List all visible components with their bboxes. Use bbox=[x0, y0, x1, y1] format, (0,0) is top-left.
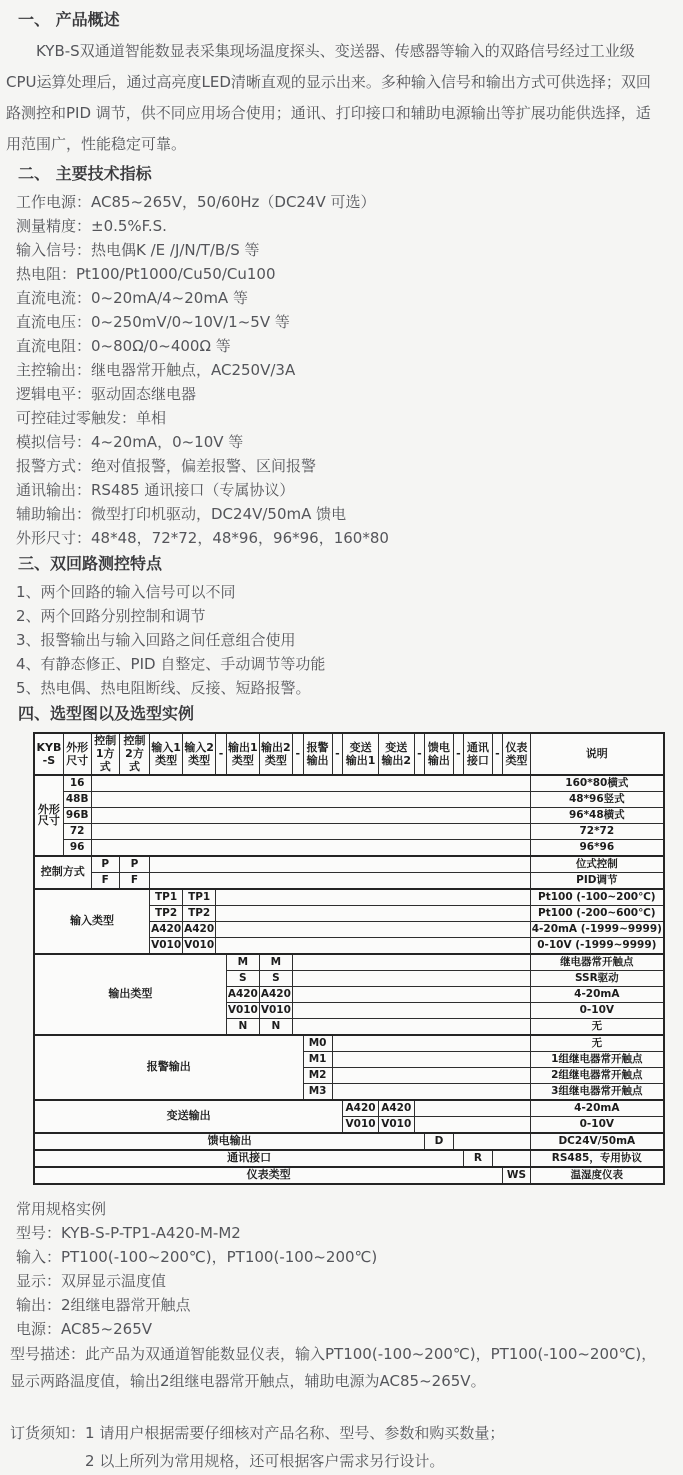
spec-line-dc-resistance: 直流电阻：0~80Ω/0~400Ω 等 bbox=[16, 337, 231, 355]
empty-cell bbox=[216, 889, 530, 906]
example-title: 常用规格实例 bbox=[16, 1199, 107, 1218]
feature-item-3: 3、报警输出与输入回路之间任意组合使用 bbox=[16, 631, 296, 649]
option-code-cell: M1 bbox=[303, 1051, 332, 1067]
spec-line-main-output: 主控输出：继电器常开触点，AC250V/3A bbox=[16, 361, 296, 379]
option-code-cell: F bbox=[119, 872, 149, 889]
empty-cell bbox=[91, 839, 530, 856]
option-code-cell: TP1 bbox=[183, 889, 216, 906]
option-code-cell: N bbox=[226, 1018, 259, 1035]
order-note-1: 1 请用户根据需要仔细核对产品名称、型号、参数和购买数量； bbox=[85, 1423, 505, 1442]
table-row bbox=[34, 1100, 664, 1117]
description-cell: RS485，专用协议 bbox=[530, 1150, 664, 1167]
column-header: KYB-S bbox=[34, 733, 63, 775]
empty-cell bbox=[332, 1051, 530, 1067]
column-header: - bbox=[453, 733, 464, 775]
empty-cell bbox=[216, 937, 530, 954]
description-cell: 无 bbox=[530, 1018, 664, 1035]
option-code-cell: V010 bbox=[259, 1002, 292, 1018]
option-code-cell: P bbox=[91, 856, 119, 873]
feature-item-2: 2、两个回路分别控制和调节 bbox=[16, 607, 206, 625]
option-code-cell: M2 bbox=[303, 1067, 332, 1083]
example-output: 输出：2组继电器常开触点 bbox=[16, 1295, 191, 1314]
option-code-cell: V010 bbox=[150, 937, 183, 954]
spec-line-dc-voltage: 直流电压：0~250mV/0~10V/1~5V 等 bbox=[16, 313, 290, 331]
column-header: 控制2方式 bbox=[119, 733, 149, 775]
spec-line-dimensions: 外形尺寸：48*48，72*72，48*96，96*96，160*80 bbox=[16, 529, 389, 547]
option-code-cell: 16 bbox=[63, 775, 91, 792]
column-header: - bbox=[332, 733, 343, 775]
option-code-cell: A420 bbox=[226, 986, 259, 1002]
section-title-tech-specs: 二、 主要技术指标 bbox=[18, 164, 152, 183]
empty-cell bbox=[91, 823, 530, 839]
group-label-alarm-output: 报警输出 bbox=[34, 1035, 303, 1100]
description-cell: 位式控制 bbox=[530, 856, 664, 873]
table-row bbox=[34, 872, 664, 889]
spec-line-input-signal: 输入信号：热电偶K /E /J/N/T/B/S 等 bbox=[16, 241, 260, 259]
option-code-cell: S bbox=[259, 970, 292, 986]
description-cell: 4-20mA (-1999~9999) bbox=[530, 921, 664, 937]
option-code-cell: N bbox=[259, 1018, 292, 1035]
option-code-cell: V010 bbox=[378, 1116, 414, 1133]
selection-table-body bbox=[34, 775, 664, 1184]
empty-cell bbox=[414, 1100, 530, 1117]
description-cell: PID调节 bbox=[530, 872, 664, 889]
option-code-cell: V010 bbox=[343, 1116, 379, 1133]
option-code-cell: A420 bbox=[150, 921, 183, 937]
option-code-cell: M bbox=[259, 954, 292, 971]
column-header: - bbox=[414, 733, 425, 775]
example-input: 输入：PT100(-100~200℃)，PT100(-100~200℃) bbox=[16, 1247, 378, 1266]
group-label-output-type: 输出类型 bbox=[34, 954, 226, 1035]
description-cell: 无 bbox=[530, 1035, 664, 1052]
spec-line-analog-signal: 模拟信号：4~20mA，0~10V 等 bbox=[16, 433, 244, 451]
table-row bbox=[34, 823, 664, 839]
selection-table-head bbox=[34, 733, 664, 775]
option-code-cell: P bbox=[119, 856, 149, 873]
order-note-2: 2 以上所列为常用规格，还可根据客户需求另行设计。 bbox=[85, 1451, 445, 1470]
description-cell: 0-10V (-1999~9999) bbox=[530, 937, 664, 954]
option-code-cell: 96B bbox=[63, 807, 91, 823]
group-label-input-type: 输入类型 bbox=[34, 889, 150, 954]
selection-table bbox=[33, 732, 665, 1185]
option-code-cell: A420 bbox=[259, 986, 292, 1002]
group-label-control-mode: 控制方式 bbox=[34, 856, 91, 889]
empty-cell bbox=[150, 872, 531, 889]
column-header: 通讯接口 bbox=[464, 733, 492, 775]
example-model-description: 型号描述：此产品为双通道智能数显仪表，输入PT100(-100~200℃)，PT100(-100~200℃)，显示两路温度值，输出2组继电器常开触点，辅助电源为AC85~265V。 bbox=[10, 1344, 657, 1390]
option-code-cell: A420 bbox=[343, 1100, 379, 1117]
empty-cell bbox=[292, 1018, 530, 1035]
spec-line-dc-current: 直流电流：0~20mA/4~20mA 等 bbox=[16, 289, 248, 307]
group-label-transmit-output: 变送输出 bbox=[34, 1100, 343, 1133]
option-code-cell: M3 bbox=[303, 1083, 332, 1100]
description-cell: 4-20mA bbox=[530, 986, 664, 1002]
overview-paragraph: KYB-S双通道智能数显表采集现场温度探头、变送器、传感器等输入的双路信号经过工业级CPU运算处理后，通过高亮度LED清晰直观的显示出来。多种输入信号和输出方式可供选择；双回路测控和PID 调节，供不同应用场合使用；通讯、打印接口和辅助电源输出等扩展功能供选择，适用范围广，性能稳定可靠。 bbox=[6, 42, 651, 153]
column-header: 控制1方式 bbox=[91, 733, 119, 775]
empty-cell bbox=[91, 775, 530, 792]
empty-cell bbox=[332, 1083, 530, 1100]
column-header: 外形尺寸 bbox=[63, 733, 91, 775]
example-power: 电源：AC85~265V bbox=[16, 1319, 153, 1338]
empty-cell bbox=[91, 791, 530, 807]
description-cell: 72*72 bbox=[530, 823, 664, 839]
order-notes-label: 订货须知： bbox=[10, 1423, 86, 1442]
column-header: 输入1类型 bbox=[150, 733, 183, 775]
option-code-cell: TP2 bbox=[183, 905, 216, 921]
option-code-cell: 48B bbox=[63, 791, 91, 807]
column-header: 输出1类型 bbox=[226, 733, 259, 775]
table-row bbox=[34, 1133, 664, 1150]
description-cell: Pt100 (-200~600℃) bbox=[530, 905, 664, 921]
option-code-cell: A420 bbox=[183, 921, 216, 937]
description-cell: 温湿度仪表 bbox=[530, 1167, 664, 1184]
example-display: 显示：双屏显示温度值 bbox=[16, 1271, 167, 1290]
spec-line-accuracy: 测量精度：±0.5%F.S. bbox=[16, 217, 167, 235]
feature-item-5: 5、热电偶、热电阻断线、反接、短路报警。 bbox=[16, 679, 311, 697]
empty-cell bbox=[332, 1035, 530, 1052]
option-code-cell: R bbox=[464, 1150, 492, 1167]
option-code-cell: 96 bbox=[63, 839, 91, 856]
description-cell: 2组继电器常开触点 bbox=[530, 1067, 664, 1083]
description-cell: 0-10V bbox=[530, 1002, 664, 1018]
spec-line-scr-trigger: 可控硅过零触发：单相 bbox=[16, 409, 167, 427]
table-row bbox=[34, 1035, 664, 1052]
spec-line-rtd: 热电阻：Pt100/Pt1000/Cu50/Cu100 bbox=[16, 265, 276, 283]
section-title-dual-loop-features: 三、双回路测控特点 bbox=[18, 554, 163, 573]
column-header: 仪表类型 bbox=[503, 733, 530, 775]
column-header: 馈电输出 bbox=[425, 733, 453, 775]
group-label-meter-type: 仪表类型 bbox=[34, 1167, 503, 1184]
column-header: 变送输出2 bbox=[378, 733, 414, 775]
table-row bbox=[34, 954, 664, 971]
column-header: - bbox=[292, 733, 303, 775]
column-header: - bbox=[492, 733, 503, 775]
option-code-cell: V010 bbox=[183, 937, 216, 954]
column-header: - bbox=[216, 733, 227, 775]
option-code-cell: 72 bbox=[63, 823, 91, 839]
spec-line-comm-output: 通讯输出：RS485 通讯接口（专属协议） bbox=[16, 481, 295, 499]
description-cell: Pt100 (-100~200℃) bbox=[530, 889, 664, 906]
example-model: 型号：KYB-S-P-TP1-A420-M-M2 bbox=[16, 1223, 241, 1242]
empty-cell bbox=[414, 1116, 530, 1133]
table-row bbox=[34, 839, 664, 856]
column-header: 报警输出 bbox=[303, 733, 332, 775]
empty-cell bbox=[91, 807, 530, 823]
option-code-cell: M bbox=[226, 954, 259, 971]
option-code-cell: TP2 bbox=[150, 905, 183, 921]
description-cell: 96*96 bbox=[530, 839, 664, 856]
option-code-cell: S bbox=[226, 970, 259, 986]
spec-line-alarm-mode: 报警方式：绝对值报警，偏差报警、区间报警 bbox=[16, 457, 317, 475]
column-header: 输入2类型 bbox=[183, 733, 216, 775]
order-notes bbox=[10, 1419, 665, 1475]
description-cell: 160*80横式 bbox=[530, 775, 664, 792]
table-row bbox=[34, 775, 664, 792]
description-cell: DC24V/50mA bbox=[530, 1133, 664, 1150]
description-cell: SSR驱动 bbox=[530, 970, 664, 986]
description-cell: 继电器常开触点 bbox=[530, 954, 664, 971]
table-row bbox=[34, 1167, 664, 1184]
group-label-power-feed-output: 馈电输出 bbox=[34, 1133, 425, 1150]
option-code-cell: F bbox=[91, 872, 119, 889]
column-header: 变送输出1 bbox=[343, 733, 379, 775]
group-label-dimensions: 外形尺寸 bbox=[34, 775, 63, 856]
description-cell: 1组继电器常开触点 bbox=[530, 1051, 664, 1067]
option-code-cell: V010 bbox=[226, 1002, 259, 1018]
column-header: 说明 bbox=[530, 733, 664, 775]
option-code-cell: A420 bbox=[378, 1100, 414, 1117]
feature-item-4: 4、有静态修正、PID 自整定、手动调节等功能 bbox=[16, 655, 326, 673]
order-notes-items bbox=[85, 1419, 504, 1475]
description-cell: 4-20mA bbox=[530, 1100, 664, 1117]
description-cell: 48*96竖式 bbox=[530, 791, 664, 807]
empty-cell bbox=[216, 921, 530, 937]
empty-cell bbox=[292, 954, 530, 971]
section-title-selection: 四、选型图以及选型实例 bbox=[18, 704, 195, 723]
table-row bbox=[34, 791, 664, 807]
empty-cell bbox=[292, 970, 530, 986]
table-row bbox=[34, 1150, 664, 1167]
description-cell: 3组继电器常开触点 bbox=[530, 1083, 664, 1100]
column-header: 输出2类型 bbox=[259, 733, 292, 775]
empty-cell bbox=[453, 1133, 530, 1150]
option-code-cell: TP1 bbox=[150, 889, 183, 906]
feature-item-1: 1、两个回路的输入信号可以不同 bbox=[16, 583, 236, 601]
table-row bbox=[34, 856, 664, 873]
empty-cell bbox=[292, 1002, 530, 1018]
empty-cell bbox=[216, 905, 530, 921]
empty-cell bbox=[292, 986, 530, 1002]
section-title-overview: 一、 产品概述 bbox=[18, 10, 120, 29]
empty-cell bbox=[492, 1150, 530, 1167]
group-label-comm-interface: 通讯接口 bbox=[34, 1150, 464, 1167]
empty-cell bbox=[332, 1067, 530, 1083]
description-cell: 0-10V bbox=[530, 1116, 664, 1133]
option-code-cell: M0 bbox=[303, 1035, 332, 1052]
spec-line-aux-output: 辅助输出：微型打印机驱动，DC24V/50mA 馈电 bbox=[16, 505, 347, 523]
option-code-cell: WS bbox=[503, 1167, 530, 1184]
selection-table-header-row bbox=[34, 733, 664, 775]
table-row bbox=[34, 889, 664, 906]
spec-line-logic-level: 逻辑电平：驱动固态继电器 bbox=[16, 385, 197, 403]
description-cell: 96*48横式 bbox=[530, 807, 664, 823]
empty-cell bbox=[150, 856, 531, 873]
table-row bbox=[34, 807, 664, 823]
spec-line-power: 工作电源：AC85~265V，50/60Hz（DC24V 可选） bbox=[16, 193, 376, 211]
option-code-cell: D bbox=[425, 1133, 453, 1150]
